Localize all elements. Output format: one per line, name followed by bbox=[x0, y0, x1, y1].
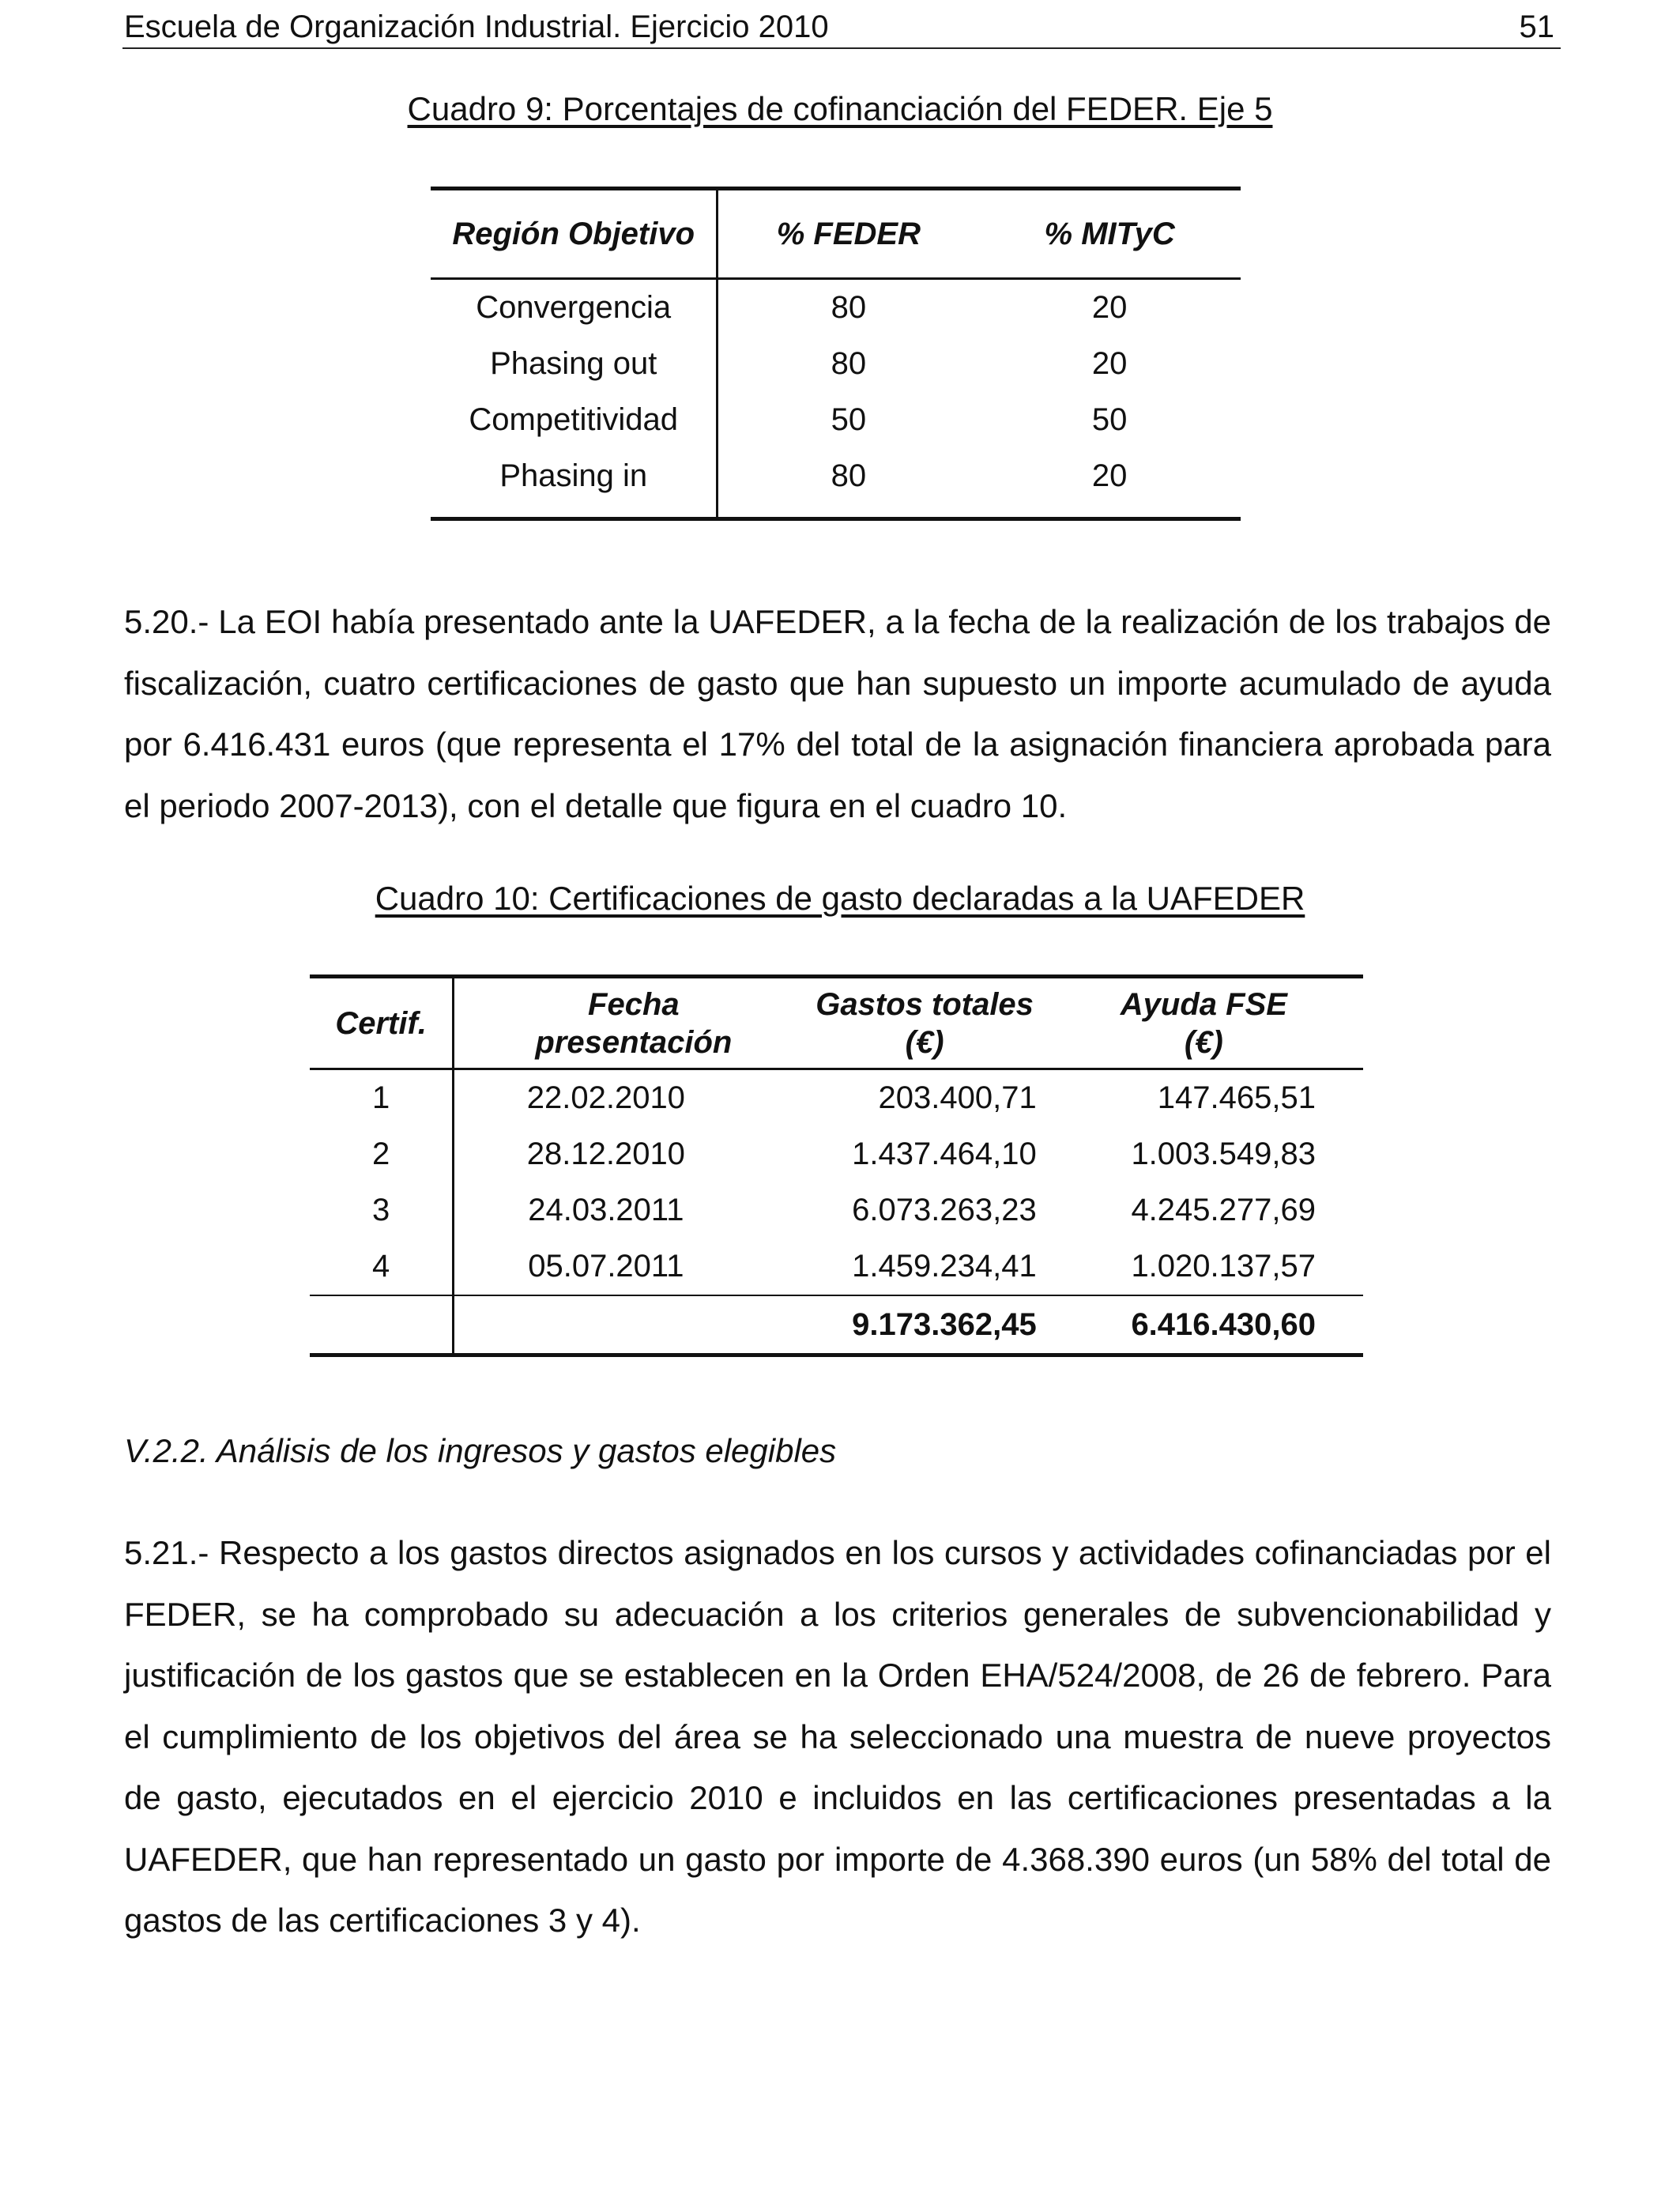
column-header-certif: Certif. bbox=[310, 977, 454, 1069]
table-cell: Phasing out bbox=[431, 336, 718, 392]
table-cell: 80 bbox=[831, 458, 867, 493]
table-total-row bbox=[310, 1295, 1363, 1355]
page-header bbox=[122, 8, 1561, 49]
table-cell: 3 bbox=[310, 1182, 454, 1238]
table-cell: 1.020.137,57 bbox=[1131, 1249, 1316, 1284]
column-header-region: Región Objetivo bbox=[431, 189, 718, 279]
column-header-feder: % FEDER bbox=[718, 189, 978, 279]
table10-caption: Cuadro 10: Certificaciones de gasto declaradas a la UAFEDER bbox=[375, 880, 1305, 917]
table-row bbox=[310, 1238, 1363, 1295]
table-header-row bbox=[310, 977, 1363, 1069]
section-subheading: V.2.2. Análisis de los ingresos y gastos elegibles bbox=[124, 1432, 837, 1469]
column-header-ayuda: Ayuda FSE (€) bbox=[1092, 977, 1363, 1069]
table-cell: 203.400,71 bbox=[878, 1080, 1037, 1115]
table-cell: 80 bbox=[831, 290, 867, 325]
table-cell: 50 bbox=[831, 402, 867, 437]
table-cell: Convergencia bbox=[431, 279, 718, 337]
table-cell: 2 bbox=[310, 1126, 454, 1182]
table-cell: 1 bbox=[310, 1069, 454, 1127]
table10 bbox=[310, 974, 1363, 1357]
table-cell: 24.03.2011 bbox=[528, 1193, 684, 1227]
header-title: Escuela de Organización Industrial. Ejercicio 2010 bbox=[124, 9, 829, 44]
table-row bbox=[431, 336, 1241, 392]
table-row bbox=[431, 392, 1241, 448]
table-cell: 20 bbox=[1091, 346, 1128, 381]
table9 bbox=[431, 187, 1241, 521]
table-cell: 1.459.234,41 bbox=[852, 1249, 1037, 1284]
table-cell: 05.07.2011 bbox=[528, 1249, 684, 1284]
page-number: 51 bbox=[1519, 9, 1554, 44]
table-row bbox=[310, 1069, 1363, 1127]
table-row bbox=[310, 1182, 1363, 1238]
table-cell: 4 bbox=[310, 1238, 454, 1295]
total-gastos: 9.173.362,45 bbox=[812, 1295, 1091, 1355]
table-cell: 4.245.277,69 bbox=[1131, 1193, 1316, 1227]
table-cell bbox=[310, 1295, 454, 1355]
paragraph-5-20: 5.20.- La EOI había presentado ante la UAFEDER, a la fecha de la realización de los trabajos de fiscalización, cuatro certificaciones de gasto que han supuesto un importe acumulado de ayuda por 6.416.431 euros (que representa el 17% del total de la asignación financiera aprobada para el periodo 2007-2013), con el detalle que figura en el cuadro 10. bbox=[124, 603, 1551, 824]
table-cell: 147.465,51 bbox=[1157, 1080, 1316, 1115]
table-row bbox=[431, 448, 1241, 519]
column-header-mityc: % MITyC bbox=[978, 189, 1241, 279]
table-row bbox=[431, 279, 1241, 337]
table-cell: Competitividad bbox=[431, 392, 718, 448]
table-cell: 1.437.464,10 bbox=[852, 1137, 1037, 1171]
table-row bbox=[310, 1126, 1363, 1182]
table-cell: 20 bbox=[1091, 290, 1128, 325]
total-ayuda: 6.416.430,60 bbox=[1092, 1295, 1363, 1355]
table-cell: 28.12.2010 bbox=[526, 1137, 685, 1171]
table-cell: 80 bbox=[831, 346, 867, 381]
column-header-gastos: Gastos totales (€) bbox=[812, 977, 1091, 1069]
table-cell: 6.073.263,23 bbox=[852, 1193, 1037, 1227]
table-cell: 1.003.549,83 bbox=[1131, 1137, 1316, 1171]
table-header-row bbox=[431, 189, 1241, 279]
table-cell: 22.02.2010 bbox=[526, 1080, 685, 1115]
column-header-fecha: Fecha presentación bbox=[454, 977, 813, 1069]
paragraph-5-21: 5.21.- Respecto a los gastos directos asignados en los cursos y actividades cofinanciadas por el FEDER, se ha comprobado su adecuación a los criterios generales de subvencionabilidad y justificación de los gastos que se establecen en la Orden EHA/524/2008, de 26 de febrero. Para el cumplimiento de los objetivos del área se ha seleccionado una muestra de nueve proyectos de gasto, ejecutados en el ejercicio 2010 e incluidos en las certificaciones presentadas a la UAFEDER, que han representado un gasto por importe de 4.368.390 euros (un 58% del total de gastos de las certificaciones 3 y 4). bbox=[124, 1534, 1551, 1939]
table-cell: 50 bbox=[1091, 402, 1128, 437]
table9-caption: Cuadro 9: Porcentajes de cofinanciación del FEDER. Eje 5 bbox=[407, 90, 1273, 127]
table-cell: Phasing in bbox=[431, 448, 718, 519]
table-cell bbox=[454, 1295, 813, 1355]
table-cell: 20 bbox=[1091, 458, 1128, 493]
